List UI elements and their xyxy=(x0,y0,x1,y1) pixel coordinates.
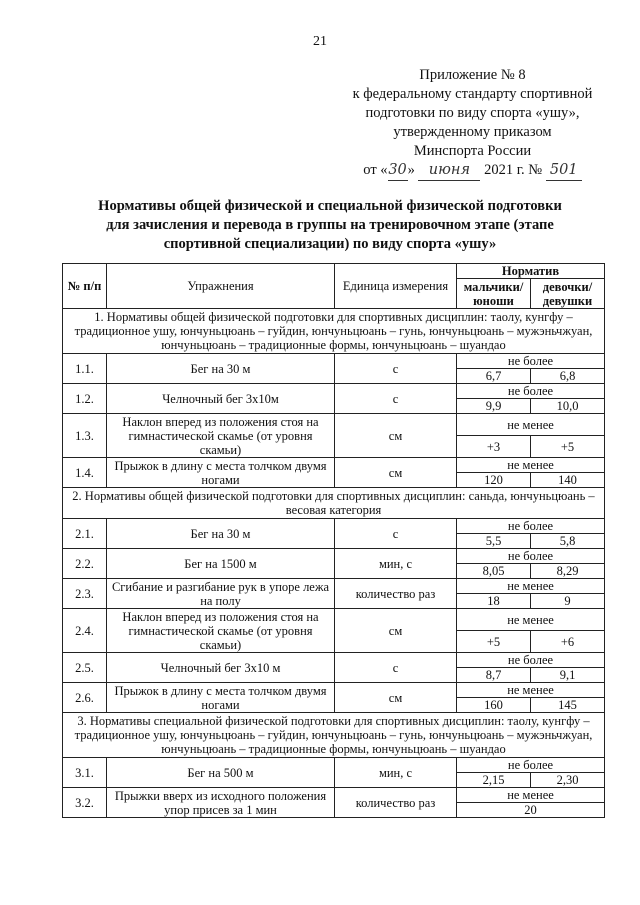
unit-of-measure: с xyxy=(335,384,457,414)
unit-of-measure: количество раз xyxy=(335,579,457,609)
norm-value-girls: 9,1 xyxy=(531,668,605,683)
date-prefix: от « xyxy=(363,162,388,178)
unit-of-measure: количество раз xyxy=(335,788,457,818)
appendix-title: Приложение № 8 xyxy=(419,67,526,83)
section-heading: 1. Нормативы общей физической подготовки для спортивных дисциплин: таолу, кунгфу – традиционное ушу, юнчуньцюань – гуйдин, юнчуньцюань – гунь, юнчуньцюань – мужэньчжуан, юнчуньцюань – традиционные формы, юнчуньцюань – шуандао xyxy=(63,309,605,354)
norm-value-boys: +3 xyxy=(457,436,531,458)
norm-condition: не менее xyxy=(457,458,605,473)
handwritten-order-number: 501 xyxy=(546,161,582,181)
row-number: 3.2. xyxy=(63,788,107,818)
table-body xyxy=(63,309,605,818)
section-heading-row xyxy=(63,713,605,758)
document-title xyxy=(80,197,580,254)
norm-value-girls: 140 xyxy=(531,473,605,488)
row-number: 1.3. xyxy=(63,414,107,458)
row-number: 1.1. xyxy=(63,354,107,384)
row-number: 2.5. xyxy=(63,653,107,683)
row-number: 1.4. xyxy=(63,458,107,488)
table-row xyxy=(63,653,605,668)
table-row xyxy=(63,549,605,564)
header-num: № п/п xyxy=(63,264,107,309)
table-row xyxy=(63,458,605,473)
exercise-name: Прыжки вверх из исходного положения упор присев за 1 мин xyxy=(107,788,335,818)
exercise-name: Бег на 30 м xyxy=(107,354,335,384)
section-heading-row xyxy=(63,488,605,519)
norm-condition: не более xyxy=(457,384,605,399)
norm-condition: не более xyxy=(457,354,605,369)
row-number: 3.1. xyxy=(63,758,107,788)
appendix-block xyxy=(330,66,615,181)
exercise-name: Сгибание и разгибание рук в упоре лежа на полу xyxy=(107,579,335,609)
row-number: 2.3. xyxy=(63,579,107,609)
norm-value-both: 20 xyxy=(457,803,605,818)
norm-value-boys: 6,7 xyxy=(457,369,531,384)
unit-of-measure: см xyxy=(335,609,457,653)
norm-condition: не более xyxy=(457,653,605,668)
row-number: 1.2. xyxy=(63,384,107,414)
date-year: 2021 г. № xyxy=(484,162,543,178)
exercise-name: Бег на 30 м xyxy=(107,519,335,549)
appendix-line: к федеральному стандарту спортивной xyxy=(352,86,593,102)
norm-value-girls: +5 xyxy=(531,436,605,458)
exercise-name: Наклон вперед из положения стоя на гимнастической скамье (от уровня скамьи) xyxy=(107,609,335,653)
norm-value-girls: 145 xyxy=(531,698,605,713)
norm-value-girls: 6,8 xyxy=(531,369,605,384)
appendix-line: подготовки по виду спорта «ушу», xyxy=(365,105,580,121)
row-number: 2.6. xyxy=(63,683,107,713)
norm-value-girls: 2,30 xyxy=(531,773,605,788)
handwritten-day: 30 xyxy=(388,161,408,181)
date-mid: » xyxy=(407,162,415,178)
table-row xyxy=(63,579,605,594)
norm-value-boys: 8,7 xyxy=(457,668,531,683)
norm-value-boys: 8,05 xyxy=(457,564,531,579)
table-row xyxy=(63,758,605,773)
row-number: 2.4. xyxy=(63,609,107,653)
unit-of-measure: с xyxy=(335,653,457,683)
norm-value-boys: 2,15 xyxy=(457,773,531,788)
handwritten-month: июня xyxy=(418,161,480,181)
norm-condition: не более xyxy=(457,758,605,773)
exercise-name: Челночный бег 3х10м xyxy=(107,384,335,414)
norm-condition: не менее xyxy=(457,414,605,436)
table-row xyxy=(63,609,605,631)
exercise-name: Челночный бег 3х10 м xyxy=(107,653,335,683)
exercise-name: Бег на 500 м xyxy=(107,758,335,788)
unit-of-measure: мин, с xyxy=(335,758,457,788)
section-heading: 2. Нормативы общей физической подготовки для спортивных дисциплин: саньда, юнчуньцюань – весовая категория xyxy=(63,488,605,519)
table-row xyxy=(63,354,605,369)
title-line: спортивной специализации) по виду спорта «ушу» xyxy=(163,236,497,252)
unit-of-measure: см xyxy=(335,414,457,458)
section-heading-row xyxy=(63,309,605,354)
norm-value-girls: 10,0 xyxy=(531,399,605,414)
exercise-name: Прыжок в длину с места толчком двумя ногами xyxy=(107,683,335,713)
header-unit: Единица измерения xyxy=(335,264,457,309)
row-number: 2.2. xyxy=(63,549,107,579)
norm-value-girls: 5,8 xyxy=(531,534,605,549)
norm-value-girls: 8,29 xyxy=(531,564,605,579)
header-boys: мальчики/ юноши xyxy=(457,279,531,309)
norm-value-girls: +6 xyxy=(531,631,605,653)
exercise-name: Наклон вперед из положения стоя на гимнастической скамье (от уровня скамьи) xyxy=(107,414,335,458)
norm-condition: не более xyxy=(457,519,605,534)
table-row xyxy=(63,384,605,399)
table-row xyxy=(63,683,605,698)
page-number: 21 xyxy=(313,34,327,49)
title-line: Нормативы общей физической и специальной физической подготовки xyxy=(98,198,562,214)
norm-condition: не менее xyxy=(457,579,605,594)
unit-of-measure: с xyxy=(335,354,457,384)
norm-condition: не менее xyxy=(457,788,605,803)
unit-of-measure: с xyxy=(335,519,457,549)
norm-value-boys: 160 xyxy=(457,698,531,713)
unit-of-measure: см xyxy=(335,683,457,713)
table-row xyxy=(63,414,605,436)
standards-table xyxy=(62,263,605,818)
appendix-line: утвержденному приказом xyxy=(393,124,552,140)
norm-value-boys: 9,9 xyxy=(457,399,531,414)
header-girls: девочки/ девушки xyxy=(531,279,605,309)
exercise-name: Прыжок в длину с места толчком двумя ногами xyxy=(107,458,335,488)
norm-value-boys: 18 xyxy=(457,594,531,609)
norm-value-girls: 9 xyxy=(531,594,605,609)
table-row xyxy=(63,519,605,534)
norm-value-boys: +5 xyxy=(457,631,531,653)
title-line: для зачисления и перевода в группы на тренировочном этапе (этапе xyxy=(106,217,554,233)
norm-condition: не менее xyxy=(457,683,605,698)
norm-value-boys: 120 xyxy=(457,473,531,488)
header-norm: Норматив xyxy=(457,264,605,279)
appendix-date-line xyxy=(330,161,615,181)
unit-of-measure: см xyxy=(335,458,457,488)
norm-value-boys: 5,5 xyxy=(457,534,531,549)
table-row xyxy=(63,788,605,803)
exercise-name: Бег на 1500 м xyxy=(107,549,335,579)
norm-condition: не более xyxy=(457,549,605,564)
header-exercise: Упражнения xyxy=(107,264,335,309)
row-number: 2.1. xyxy=(63,519,107,549)
section-heading: 3. Нормативы специальной физической подготовки для спортивных дисциплин: таолу, кунгфу – традиционное ушу, юнчуньцюань – гуйдин, юнчуньцюань – гунь, юнчуньцюань – мужэньчжуан, юнчуньцюань – традиционные формы, юнчуньцюань – шуандао xyxy=(63,713,605,758)
norm-condition: не менее xyxy=(457,609,605,631)
unit-of-measure: мин, с xyxy=(335,549,457,579)
appendix-line: Минспорта России xyxy=(413,143,532,159)
